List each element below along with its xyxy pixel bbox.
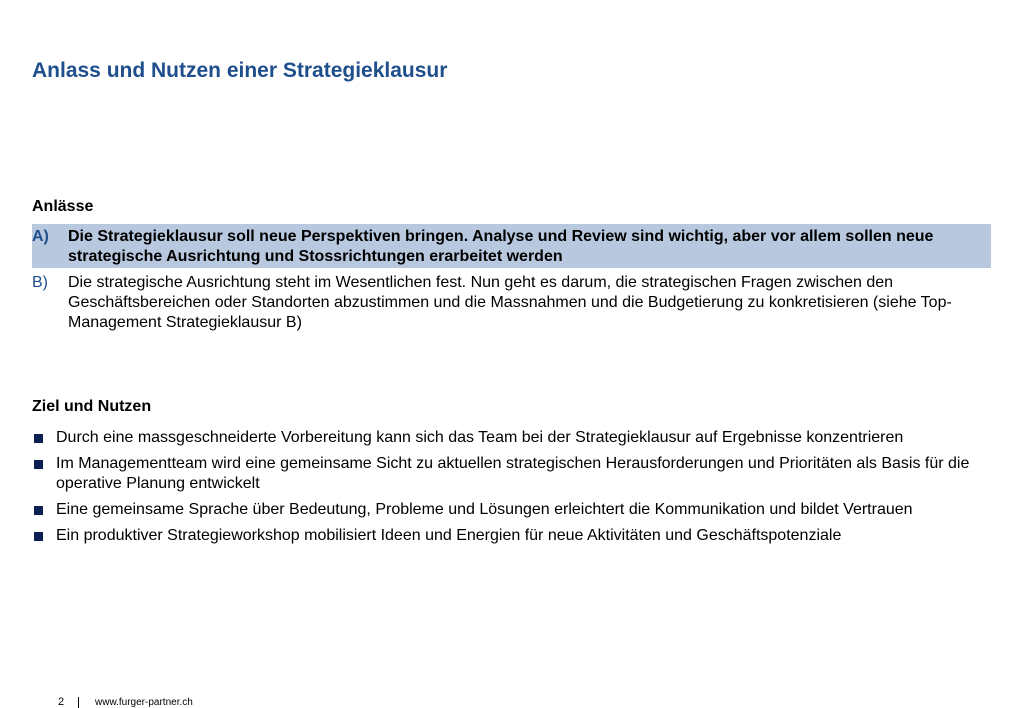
footer — [58, 696, 193, 708]
square-bullet-icon — [32, 454, 56, 494]
footer-url[interactable]: www.furger-partner.ch — [95, 696, 193, 708]
bullet-text: Im Managementteam wird eine gemeinsame Sicht zu aktuellen strategischen Herausforderungen und Prioritäten als Basis für die operative Planung entwickelt — [56, 455, 970, 492]
square-bullet-icon — [32, 500, 56, 520]
occasion-letter: B) — [32, 274, 48, 291]
bullet-text: Eine gemeinsame Sprache über Bedeutung, Probleme und Lösungen erleichtert die Kommunikation und bildet Vertrauen — [56, 501, 913, 518]
section-heading-ziel: Ziel und Nutzen — [32, 398, 152, 415]
benefit-list — [32, 428, 982, 552]
occasion-text: Die Strategieklausur soll neue Perspektiven bringen. Analyse und Review sind wichtig, aber vor allem sollen neue strategische Ausrichtung und Stossrichtungen erarbeitet werden — [68, 228, 934, 265]
square-bullet-icon — [32, 526, 56, 546]
section-heading-anlaesse: Anlässe — [32, 198, 94, 215]
bullet-text: Durch eine massgeschneiderte Vorbereitung kann sich das Team bei der Strategieklausur auf Ergebnisse konzentrieren — [56, 429, 904, 446]
occasion-text: Die strategische Ausrichtung steht im Wesentlichen fest. Nun geht es darum, die strategischen Fragen zwischen den Geschäftsbereichen oder Standorten abzustimmen und die Massnahmen und die Budgetierung zu konkretisieren (siehe Top-Management Strategieklausur B) — [68, 274, 952, 331]
occasion-letter: A) — [32, 228, 49, 245]
list-item — [32, 526, 982, 546]
bullet-text: Ein produktiver Strategieworkshop mobilisiert Ideen und Energien für neue Aktivitäten und Geschäftspotenziale — [56, 527, 842, 544]
square-bullet-icon — [32, 428, 56, 448]
occasion-item-b — [32, 273, 991, 333]
page-title: Anlass und Nutzen einer Strategieklausur — [32, 59, 448, 82]
list-item — [32, 500, 982, 520]
occasion-item-a — [32, 224, 991, 268]
list-item — [32, 454, 982, 494]
page-number: 2 — [58, 696, 65, 708]
footer-divider — [78, 697, 79, 708]
list-item — [32, 428, 982, 448]
